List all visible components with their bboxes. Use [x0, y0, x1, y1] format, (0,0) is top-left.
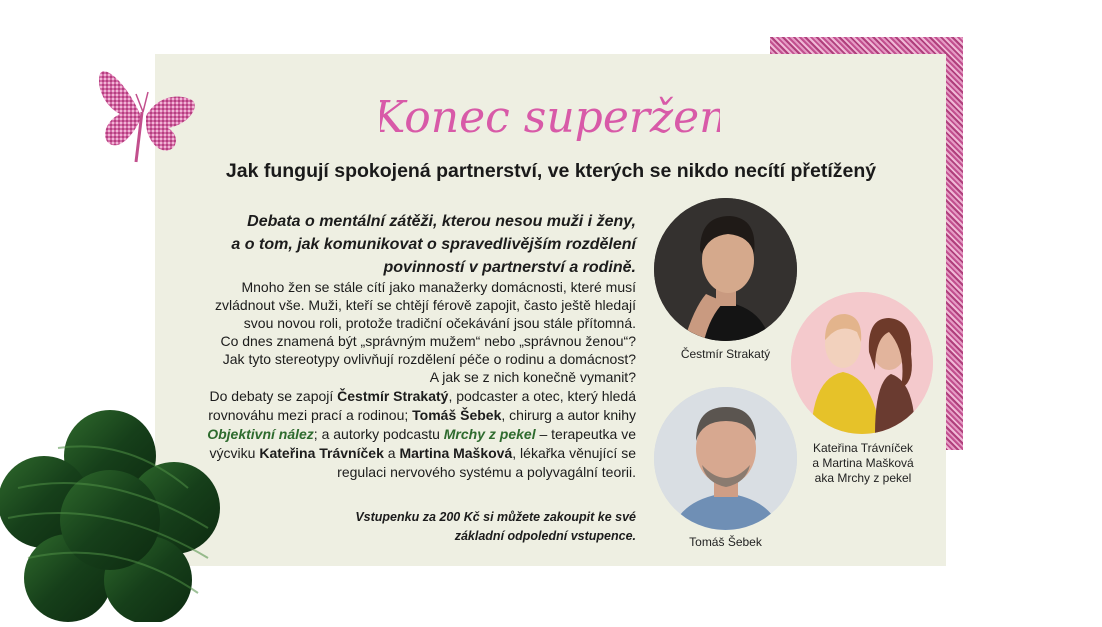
speakers-text: , lékařka věnující se regulaci nervového systému a polyvagální teorii. [337, 445, 636, 480]
intro-line: Co dnes znamená být „správným mužem“ nebo „správnou ženou“? [220, 333, 636, 349]
portrait-tomas-sebek [654, 387, 797, 530]
intro-line: A jak se z nich konečně vymanit? [429, 369, 636, 385]
podcast-title: Mrchy z pekel [443, 426, 536, 442]
caption-line: Kateřina Trávníček [812, 441, 914, 455]
caption-cestmir-strakaty: Čestmír Strakatý [680, 347, 771, 361]
lead-paragraph [200, 210, 636, 279]
speakers-text: ; a autorky podcastu [313, 426, 444, 442]
event-title [380, 74, 720, 154]
caption-line: aka Mrchy z pekel [814, 471, 912, 485]
ticket-note-line: základní odpolední vstupence. [454, 529, 636, 543]
speaker-name: Kateřina Trávníček [259, 445, 384, 461]
lead-line: povinností v partnerství a rodině. [383, 259, 636, 276]
intro-line: zvládnout vše. Muži, kteří se chtějí férově zapojit, často ještě hledají [215, 297, 636, 313]
portrait-cestmir-strakaty [654, 198, 797, 341]
speakers-text: – terapeutka ve výcviku [209, 426, 636, 461]
ticket-note [320, 508, 636, 546]
caption-mrchy-z-pekel [781, 441, 945, 486]
intro-line: Jak tyto stereotypy ovlivňují rozdělení péče o rodinu a domácnost? [222, 351, 636, 367]
butterfly-icon [96, 62, 198, 166]
speakers-text: a [383, 445, 400, 461]
speakers-text: , podcaster a otec, který hledá rovnováhu mezi prací a rodinou; [208, 388, 636, 423]
event-title-text: Konec superžen [380, 92, 720, 143]
ticket-note-line: Vstupenku za 200 Kč si můžete zakoupit ke své [355, 510, 636, 524]
portrait-mrchy-z-pekel [791, 292, 933, 434]
event-subtitle: Jak fungují spokojená partnerství, ve kterých se nikdo necítí přetížený [225, 160, 877, 182]
speaker-name: Martina Mašková [399, 445, 513, 461]
intro-line: Mnoho žen se stále cítí jako manažerky domácnosti, které musí [241, 279, 636, 295]
speakers-text: Do debaty se zapojí [209, 388, 338, 404]
intro-line: svou novou roli, protože tradiční očekávání jsou stále přítomná. [243, 315, 636, 331]
speaker-name: Tomáš Šebek [412, 407, 502, 423]
caption-tomas-sebek: Tomáš Šebek [689, 535, 762, 549]
speakers-text: , chirurg a autor knihy [501, 407, 636, 423]
lead-line: Debata o mentální zátěži, kterou nesou muži i ženy, [247, 213, 636, 230]
book-title: Objektivní nález [207, 426, 314, 442]
lead-line: a o tom, jak komunikovat o spravedlivějším rozdělení [231, 236, 636, 253]
speakers-paragraph [185, 387, 636, 482]
intro-paragraph [195, 278, 636, 386]
caption-line: a Martina Mašková [812, 456, 914, 470]
speaker-name: Čestmír Strakatý [337, 388, 449, 404]
